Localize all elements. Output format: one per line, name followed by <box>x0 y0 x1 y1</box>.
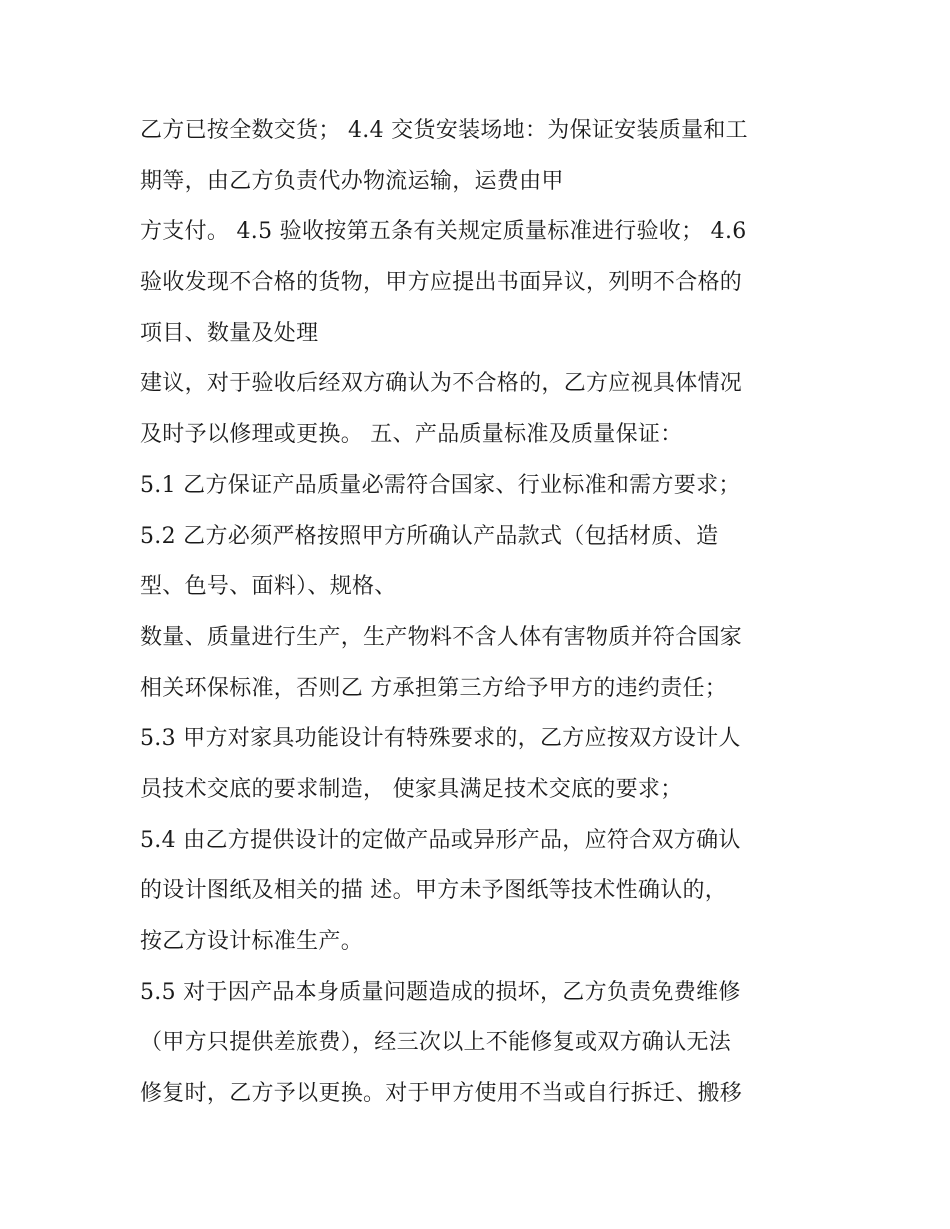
contract-text-body <box>140 106 830 1120</box>
text-line: 相关环保标准，否则乙 方承担第三方给予甲方的违约责任； <box>140 675 728 701</box>
text-line: 验收发现不合格的货物，甲方应提出书面异议，列明不合格的 <box>140 270 743 296</box>
text-line: 方支付。 4.5 验收按第五条有关规定质量标准进行验收； 4.6 <box>140 219 747 245</box>
text-line: 乙方已按全数交货； 4.4 交货安装场地：为保证安装质量和工 <box>140 118 748 143</box>
text-line: 及时予以修理或更换。 五、产品质量标准及质量保证： <box>140 422 683 448</box>
text-line: 5.4 由乙方提供设计的定做产品或异形产品，应符合双方确认 <box>140 827 741 853</box>
text-line: 型、色号、面料）、规格、 <box>140 574 397 600</box>
text-line: 建议，对于验收后经双方确认为不合格的，乙方应视具体情况 <box>140 371 743 397</box>
text-line: 修复时，乙方予以更换。对于甲方使用不当或自行拆迁、搬移 <box>140 1081 743 1107</box>
text-line: 员技术交底的要求制造， 使家具满足技术交底的要求； <box>140 776 683 802</box>
text-line: 期等，由乙方负责代办物流运输，运费由甲 <box>140 168 564 194</box>
text-line: 的设计图纸及相关的描 述。甲方未予图纸等技术性确认的， <box>140 878 728 904</box>
text-line: 5.2 乙方必须严格按照甲方所确认产品款式（包括材质、造 <box>140 523 719 549</box>
text-line: 5.1 乙方保证产品质量必需符合国家、行业标准和需方要求； <box>140 472 741 498</box>
text-line: 按乙方设计标准生产。 <box>140 929 364 954</box>
text-line: 5.3 甲方对家具功能设计有特殊要求的，乙方应按双方设计人 <box>140 726 741 752</box>
text-line: （甲方只提供差旅费），经三次以上不能修复或双方确认无法 <box>140 1030 732 1056</box>
text-line: 5.5 对于因产品本身质量问题造成的损坏，乙方负责免费维修 <box>140 979 741 1005</box>
text-line: 数量、质量进行生产，生产物料不含人体有害物质并符合国家 <box>140 624 743 650</box>
text-line: 项目、数量及处理 <box>140 320 319 346</box>
